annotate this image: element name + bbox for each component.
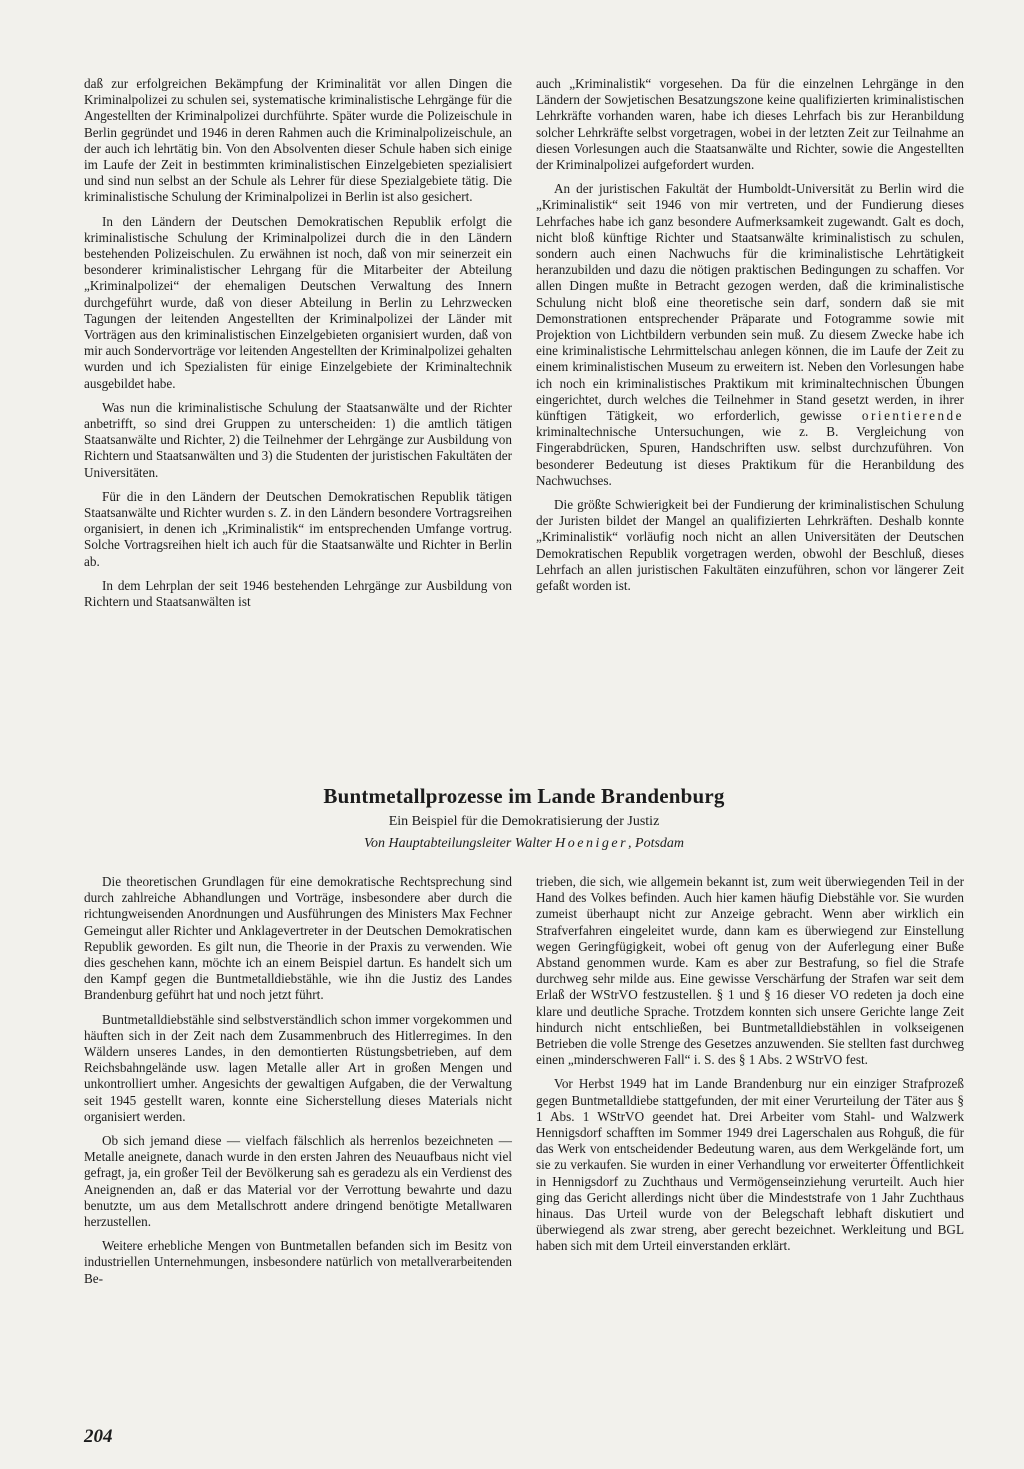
paragraph: daß zur erfolgreichen Bekämpfung der Kriminalität vor allen Dingen die Kriminalpolizei zu schulen sei, systematische kriminalistische Lehrgänge für die Angestellten der Kriminalpolizei durchführte. Später wurde die Polizeischule in Berlin gegründet und 1946 in deren Rahmen auch die Kriminalpolizeischule, an der auch ich lehrtätig bin. Von den Absolventen dieser Schule haben sich einige im Laufe der Zeit in bestimmten kriminalistischen Einzelgebieten spezialisiert und sind nun selbst an der Schule als Lehrer für diese Spezialgebiete tätig. Die kriminalistische Schulung der Kriminalpolizei in Berlin ist also gesichert. (84, 76, 512, 205)
paragraph: Vor Herbst 1949 hat im Lande Brandenburg nur ein einziger Strafprozeß gegen Buntmetalldiebe stattgefunden, der mit einer Verurteilung der Täter aus § 1 Abs. 1 WStrVO geendet hat. Drei Arbeiter vom Stahl- und Walzwerk Hennigsdorf schafften im Sommer 1949 drei Lagerschalen aus Rohguß, die für das Werk von entscheidender Bedeutung waren, aus dem Werkgelände fort, um sie zu verkaufen. Sie wurden in einer Verhandlung vor erweiterter Öffentlichkeit in Hennigsdorf zu Zuchthaus und Vermögenseinziehung verurteilt. Auch hier ging das Gericht allerdings nicht über die Mindeststrafe von 1 Jahr Zuchthaus hinaus. Das Urteil wurde von der Belegschaft lebhaft diskutiert und überwiegend als zwar streng, aber gerecht bezeichnet. Werkleitung und BGL haben sich mit dem Urteil einverstanden erklärt. (536, 1076, 964, 1254)
paragraph: Was nun die kriminalistische Schulung der Staatsanwälte und der Richter anbetrifft, so sind drei Gruppen zu unterscheiden: 1) die amtlich tätigen Staatsanwälte und Richter, 2) die Teilnehmer der Lehrgänge zur Ausbildung von Richtern und Staatsanwälten und 3) die Studenten der juristischen Fakultäten der Universitäten. (84, 399, 512, 480)
upper-right-column (536, 76, 964, 602)
paragraph: Die theoretischen Grundlagen für eine demokratische Rechtsprechung sind durch zahlreiche Abhandlungen und Vorträge, insbesondere aber durch die richtungweisenden Anordnungen und Ausführungen des Ministers Max Fechner Gemeingut aller Richter und Anklagevertreter in der Deutschen Demokratischen Republik geworden. Es gilt nun, die Theorie in der Praxis zu verwenden. Wie dies geschehen kann, möchte ich an einem Beispiel dartun. Es handelt sich um den Kampf gegen die Buntmetalldiebstähle, wie ihn die Justiz des Landes Brandenburg geführt hat und noch jetzt führt. (84, 874, 512, 1003)
page-number: 204 (84, 1426, 113, 1447)
article-left-column (84, 874, 512, 1295)
paragraph: In dem Lehrplan der seit 1946 bestehenden Lehrgänge zur Ausbildung von Richtern und Staatsanwälten ist (84, 577, 512, 610)
paragraph: Weitere erhebliche Mengen von Buntmetallen befanden sich im Besitz von industriellen Unternehmungen, insbesondere natürlich von metallverarbeitenden Be- (84, 1238, 512, 1286)
paragraph: auch „Kriminalistik“ vorgesehen. Da für die einzelnen Lehrgänge in den Ländern der Sowjetischen Besatzungszone keine qualifizierten kriminalistischen Lehrkräfte vorhanden waren, habe ich dieses Lehrfach bis zur Heranbildung solcher Lehrkräfte selbst vorgetragen, wobei in der letzten Zeit zur Teilnahme an diesen Vorlesungen auch die Staatsanwälte und Richter, sowie die Angestellten der Kriminalpolizei aufgefordert wurden. (536, 76, 964, 173)
article-right-column (536, 874, 964, 1263)
article-title: Buntmetallprozesse im Lande Brandenburg (323, 784, 725, 808)
text-segment: kriminaltechnische Untersuchungen, wie z. B. Vergleichung von Fingerabdrücken, Spuren, Handschriften usw. selbst durchzuführen. Von besonderer Bedeutung ist dieses Praktikum für die Heranbildung des Nachwuchses. (536, 424, 964, 488)
byline-author-name: Hoeniger (555, 836, 629, 851)
paragraph-with-emphasis (536, 181, 964, 489)
paragraph: Ob sich jemand diese — vielfach fälschlich als herrenlos bezeichneten — Metalle aneignete, danach wurde in den ersten Jahren des Neuaufbaus nicht viel gefragt, ja, ein großer Teil der Bevölkerung sah es geradezu als ein Verdienst des Aneignenden an, daß er das Material vor der Verrottung bewahrte und dazu benutzte, um aus dem Metallschrott andere dringend benötigte Metallwaren herzustellen. (84, 1133, 512, 1230)
text-segment: An der juristischen Fakultät der Humboldt-Universität zu Berlin wird die „Kriminalistik“ seit 1946 von mir vertreten, und der Fundierung dieses Lehrfaches habe ich ganz besondere Aufmerksamkeit zugewandt. Galt es doch, nicht bloß künftige Richter und Staatsanwälte kriminalistisch zu schulen, sondern auch einen Nachwuchs für die kriminalistische Lehrtätigkeit heranzubilden und dazu die nötigen praktischen Bedingungen zu schaffen. Vor allen Dingen mußte in Betracht gezogen werden, daß die kriminalistische Schulung nicht bloß eine theoretische sein darf, sondern daß sie mit Demonstrationen entsprechender Präparate und Fotogramme sowie mit Projektion von Lichtbildern verbunden sein muß. Zu diesem Zwecke habe ich eine kriminalistische Lehrmittelschau anlegen können, die im Laufe der Zeit zu einem kriminalistischen Museum zu erweitern ist. Neben den Vorlesungen habe ich noch ein kriminalistisches Praktikum mit kriminaltechnischen Übungen eingerichtet, durch welches die Teilnehmer in Stand gesetzt werden, in ihrer künftigen Tätigkeit, wo erforderlich, gewisse (536, 181, 964, 424)
upper-left-column (84, 76, 512, 618)
article-subtitle: Ein Beispiel für die Demokratisierung der Justiz (388, 814, 660, 829)
article-byline (84, 836, 964, 852)
paragraph: trieben, die sich, wie allgemein bekannt ist, zum weit überwiegenden Teil in der Hand des Volkes befinden. Auch hier kamen häufig Diebstähle vor. Sie wurden zumeist überhaupt nicht zur Anzeige gebracht. Wenn aber wirklich ein Strafverfahren eingeleitet wurde, dann kam es überwiegend zur Einstellung wegen Geringfügigkeit, wobei oft genug von der Auferlegung einer Buße Abstand genommen wurde. Kam es aber zur Bestrafung, so fiel die Strafe durchweg sehr milde aus. Eine gewisse Verschärfung der Strafen war seit dem Erlaß der WStrVO festzustellen. § 1 und § 16 dieser VO redeten ja doch eine klare und deutliche Sprache. Trotzdem konnten sich unsere Gerichte lange Zeit hindurch nicht entschließen, bei Buntmetalldiebstählen in volkseigenen Betrieben die volle Strenge des Gesetzes anzuwenden. Sie stellten fast durchweg einen „minderschweren Fall“ i. S. des § 1 Abs. 2 WStrVO fest. (536, 874, 964, 1068)
spaced-emphasis-word: orientierende (861, 408, 964, 424)
paragraph: Für die in den Ländern der Deutschen Demokratischen Republik tätigen Staatsanwälte und Richter wurden s. Z. in den Ländern besondere Vortragsreihen organisiert, in denen ich „Kriminalistik“ im entsprechenden Umfange vortrug. Solche Vortragsreihen hielt ich auch für die Staatsanwälte und Richter in Berlin ab. (84, 488, 512, 569)
paragraph: Die größte Schwierigkeit bei der Fundierung der kriminalistischen Schulung der Juristen bildet der Mangel an qualifizierten Lehrkräften. Deshalb konnte „Kriminalistik“ vorläufig noch nicht an allen Universitäten der Deutschen Demokratischen Republik vorgetragen werden, obwohl der Beschluß, dieses Lehrfach an allen juristischen Fakultäten einzuführen, schon vor längerer Zeit gefaßt worden ist. (536, 497, 964, 594)
paragraph: Buntmetalldiebstähle sind selbstverständlich schon immer vorgekommen und häuften sich in der Zeit nach dem Zusammenbruch des Hitlerregimes. In den Wäldern unseres Landes, in den demontierten Rüstungsbetrieben, auf dem Reichsbahngelände usw. lagen Metalle aller Art in großen Mengen und unkontrolliert umher. Angesichts der gewaltigen Aufgaben, die der Verwaltung seit 1945 gestellt waren, konnte eine Sicherstellung dieses Materials nicht organisiert werden. (84, 1011, 512, 1124)
byline-suffix: , Potsdam (628, 836, 685, 851)
paragraph: In den Ländern der Deutschen Demokratischen Republik erfolgt die kriminalistische Schulung der Kriminalpolizei durch die in den Ländern bestehenden Polizeischulen. Zu erwähnen ist noch, daß von mir seinerzeit ein besonderer kriminalistischer Lehrgang für die Mitarbeiter der Abteilung „Kriminalpolizei“ der ehemaligen Deutschen Verwaltung des Innern durchgeführt wurde, daß von dieser Abteilung in Berlin zu Lehrzwecken Tagungen der leitenden Angestellten der Kriminalpolizei der Länder mit Vorträgen aus den kriminalistischen Einzelgebieten organisiert wurden, daß von mir auch Sondervorträge vor leitenden Angestellten der Kriminalpolizei gehalten wurden und ich Spezialisten für einige Einzelgebiete der Kriminaltechnik ausgebildet habe. (84, 213, 512, 391)
byline-prefix: Von Hauptabteilungsleiter Walter (363, 836, 552, 851)
